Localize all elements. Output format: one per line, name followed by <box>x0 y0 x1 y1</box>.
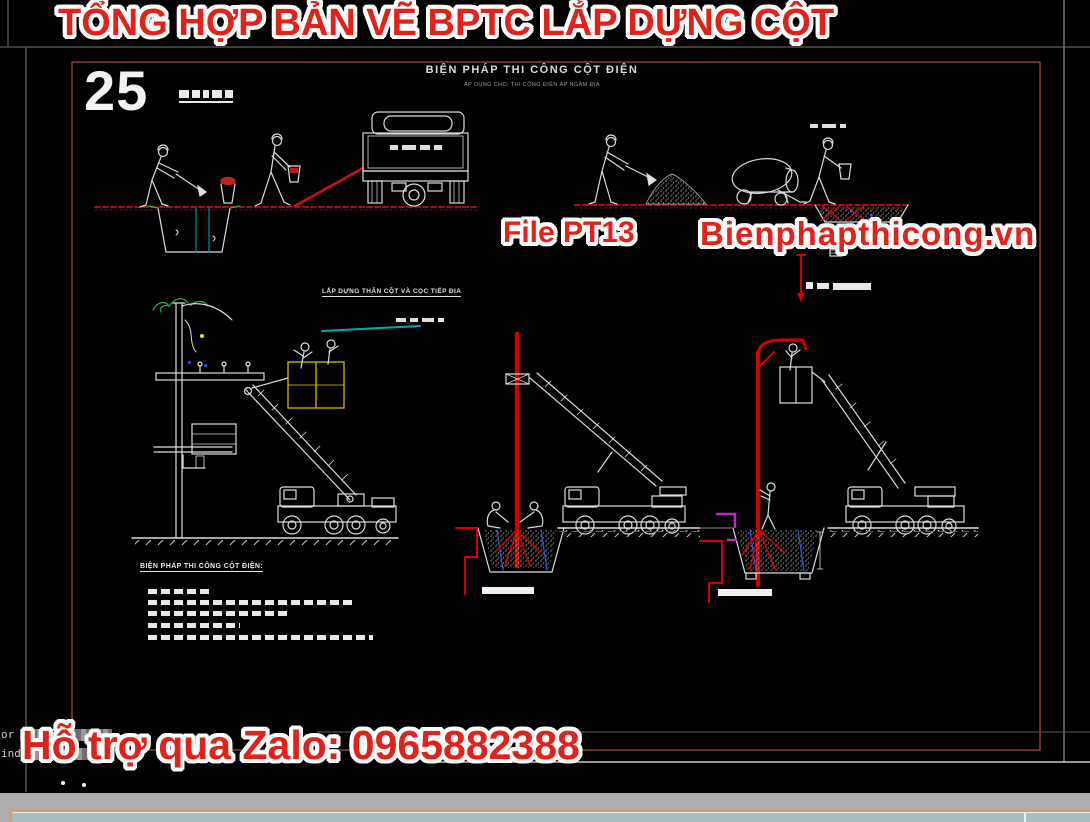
command-text: ind <box>1 747 21 760</box>
watermark-file-label: File PT13 <box>503 216 635 249</box>
watermark-website: Bienphapthicong.vn <box>700 215 1036 252</box>
note-line <box>148 623 240 628</box>
drawing-subtitle: ÁP DỤNG CHO: THI CÔNG ĐIỆN ÁP NGẦM ĐỊA <box>464 82 600 88</box>
command-text: or <box>1 728 15 741</box>
notes-title: BIỆN PHÁP THI CÔNG CỘT ĐIỆN: <box>140 563 264 570</box>
note-line <box>148 600 353 605</box>
sheet-number: 25 <box>84 59 149 122</box>
note-line <box>148 635 373 640</box>
drawing-title: BIỆN PHÁP THI CÔNG CỘT ĐIỆN <box>425 64 639 76</box>
status-bar <box>0 793 1090 822</box>
section-label: LẮP DỰNG THÂN CỘT VÀ CỌC TIẾP ĐỊA <box>322 288 462 295</box>
watermark-top-title: TỔNG HỢP BẢN VẼ BPTC LẮP DỰNG CỘT <box>58 2 835 44</box>
note-line <box>148 589 210 594</box>
command-input-divider <box>1024 813 1026 822</box>
note-line <box>148 611 290 616</box>
command-input[interactable] <box>10 810 1090 822</box>
watermark-zalo-support: Hỗ trợ qua Zalo: 0965882388 <box>22 722 580 768</box>
